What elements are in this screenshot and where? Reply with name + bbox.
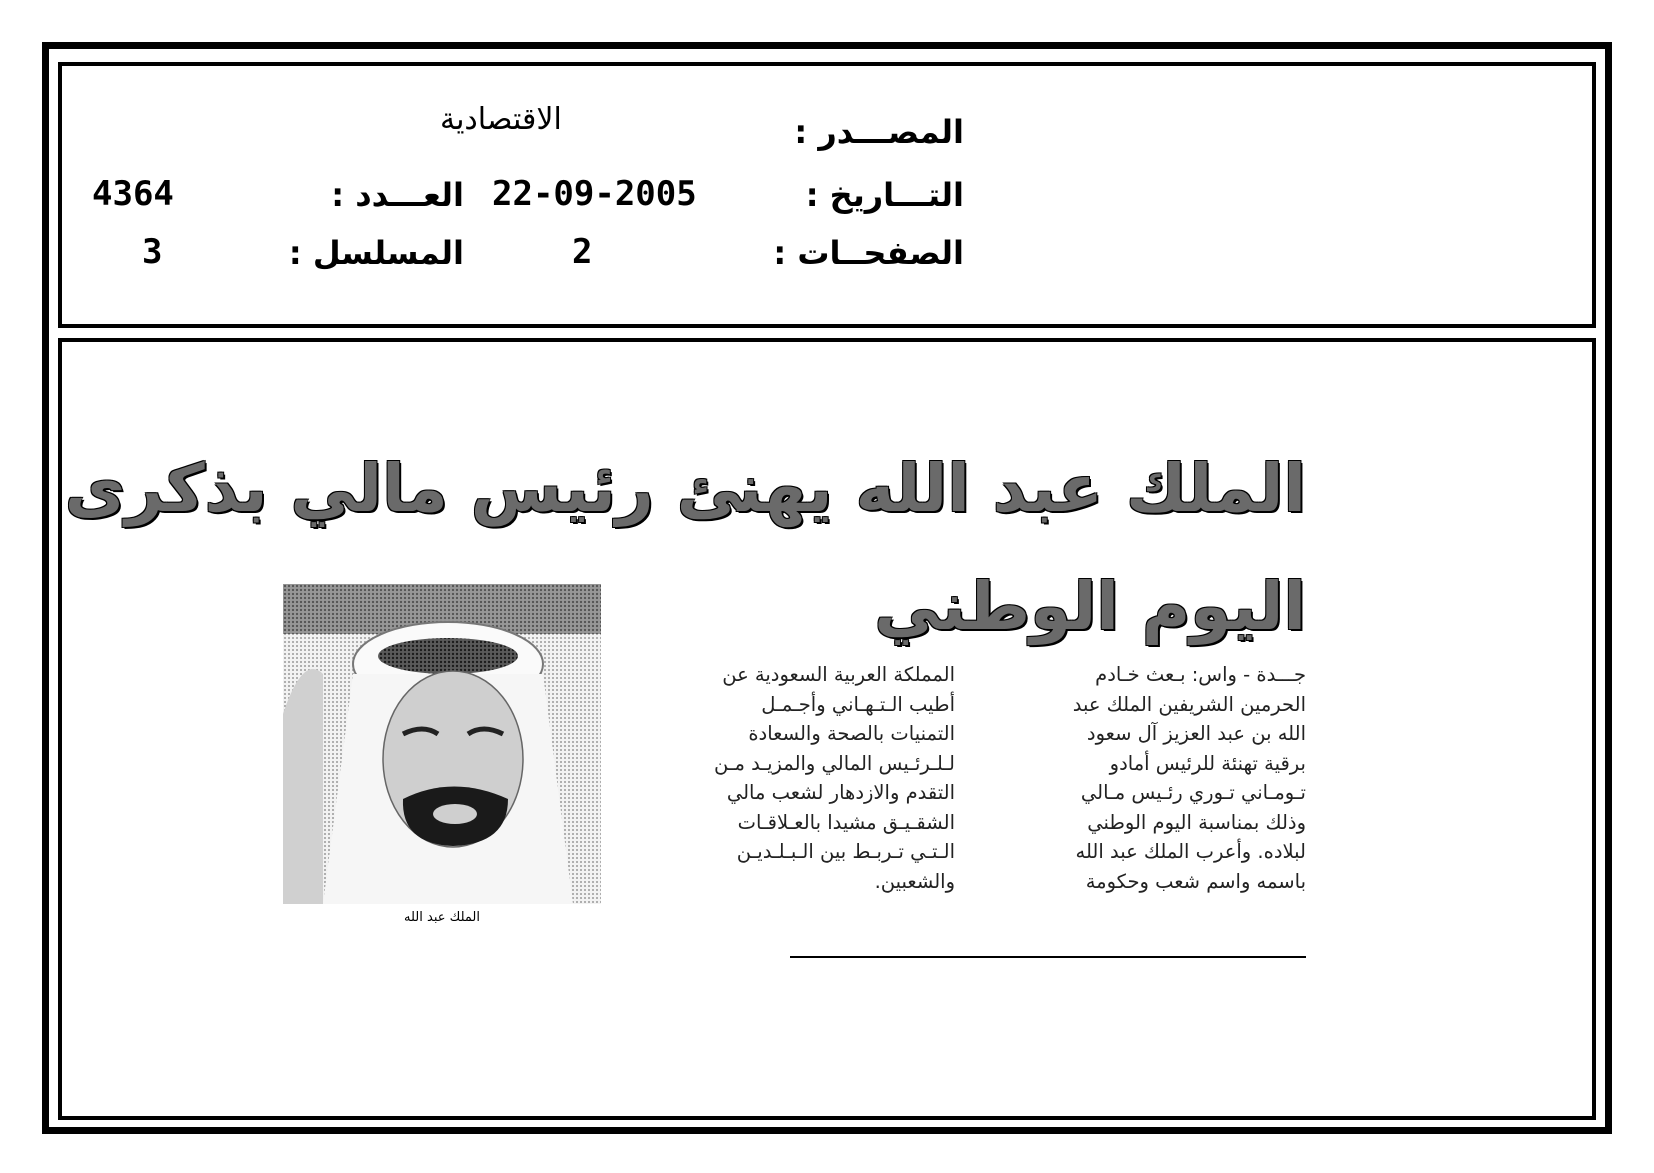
col-left-line: أطيب الـتـهـاني وأجـمـل <box>761 692 955 716</box>
col-right-line: الحرمين الشريفين الملك عبد <box>1072 692 1306 716</box>
col-left-line: التقدم والازدهار لشعب مالي <box>726 781 955 804</box>
col-left-line: المملكة العربية السعودية عن <box>722 663 955 686</box>
col-left-line: والشعبين. <box>874 869 955 893</box>
col-right-line: باسمه واسم شعب وحكومة <box>1085 869 1306 893</box>
issue-label: العـــدد : <box>331 176 464 214</box>
pages-value: 2 <box>572 232 593 272</box>
col-right-line: لبلاده. وأعرب الملك عبد الله <box>1075 840 1306 863</box>
pages-label: الصفحــات : <box>773 234 964 272</box>
column-right <box>992 660 1306 896</box>
col-right-line: برقية تهنئة للرئيس أمادو <box>1109 751 1306 775</box>
photo-caption: الملك عبد الله <box>404 910 480 925</box>
col-left-line: الشقـيـق مشيدا بالعـلاقـات <box>737 810 955 834</box>
source-value: الاقتصادية <box>440 102 562 137</box>
col-left-line: لـلـرئـيس المالي والمزيـد مـن <box>713 751 955 775</box>
col-right-line: جـــدة - واس: بـعث خـادم <box>1095 663 1306 686</box>
issue-value: 4364 <box>92 174 174 214</box>
date-label: التـــاريخ : <box>805 176 964 214</box>
col-left-line: التمنيات بالصحة والسعادة <box>748 722 955 745</box>
serial-label: المسلسل : <box>288 234 464 272</box>
date-value: 22-09-2005 <box>492 174 697 214</box>
source-label: المصـــدر : <box>794 113 964 151</box>
col-right-line: تـومـاني تـوري رئـيس مـالي <box>1080 781 1306 804</box>
col-right-line: الله بن عبد العزيز آل سعود <box>1086 722 1306 745</box>
col-right-line: وذلك بمناسبة اليوم الوطني <box>1087 810 1306 834</box>
article-end-rule <box>790 956 1306 958</box>
col-left-line: الـتـي تـربـط بين الـبـلـديـن <box>736 840 955 863</box>
headline-line-1: الملك عبد الله يهنئ رئيس مالي بذكرى <box>64 450 1306 527</box>
column-left <box>635 660 955 896</box>
serial-value: 3 <box>142 232 163 272</box>
king-photo <box>283 584 601 904</box>
headline-line-2: اليوم الوطني <box>874 568 1306 645</box>
